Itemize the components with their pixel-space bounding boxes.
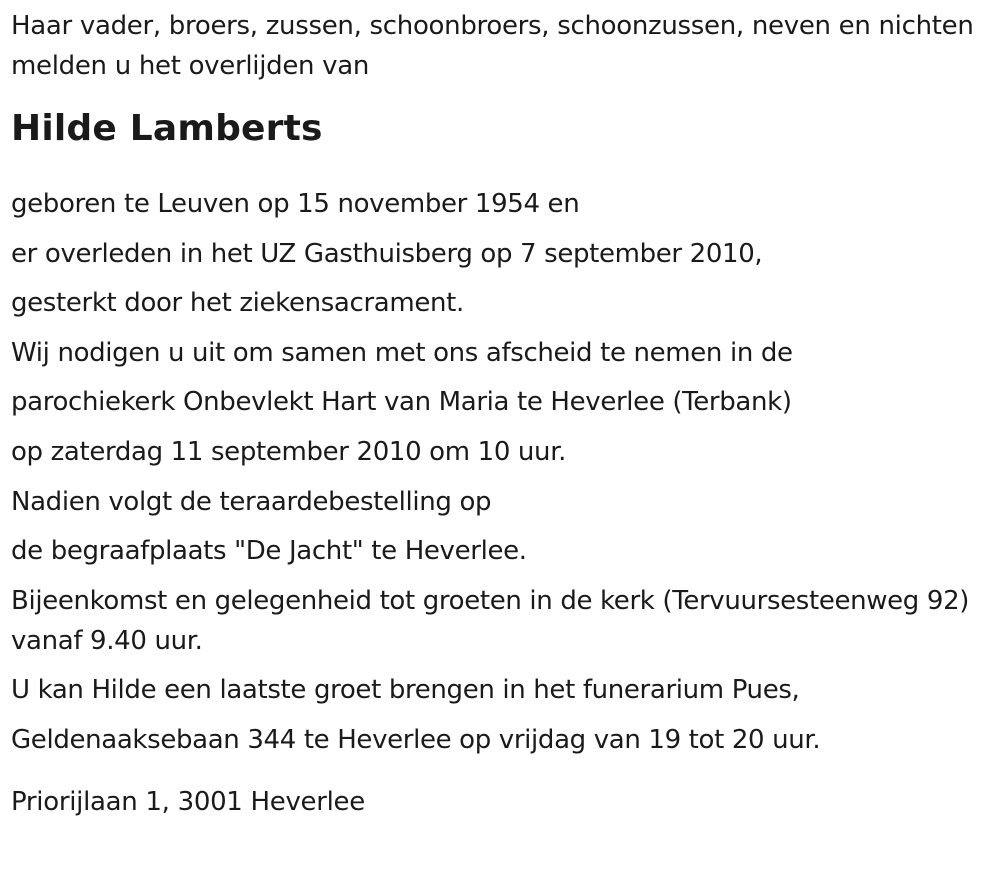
service-date-line: op zaterdag 11 september 2010 om 10 uur. bbox=[11, 436, 567, 467]
church-line: parochiekerk Onbevlekt Hart van Maria te Heverlee (Terbank) bbox=[11, 387, 792, 418]
obituary-notice bbox=[11, 0, 991, 822]
funeral-home-line: U kan Hilde een laatste groet brengen in het funerarium Pues, bbox=[11, 675, 800, 706]
birth-line: geboren te Leuven op 15 november 1954 en bbox=[11, 189, 580, 219]
intro-text: Haar vader, broers, zussen, schoonbroers, schoonzussen, neven en nichten melden u het overlijden van bbox=[11, 11, 974, 81]
invitation-line: Wij nodigen u uit om samen met ons afscheid te nemen in de bbox=[11, 337, 793, 368]
deceased-name: Hilde Lamberts bbox=[11, 108, 323, 149]
family-address: Priorijlaan 1, 3001 Heverlee bbox=[11, 786, 365, 817]
notice-body bbox=[11, 184, 991, 760]
death-line: er overleden in het UZ Gasthuisberg op 7 september 2010, bbox=[11, 238, 763, 269]
gathering-line: Bijeenkomst en gelegenheid tot groeten in de kerk (Tervuursesteenweg 92) vanaf 9.40 uur. bbox=[11, 585, 970, 656]
cemetery-line: de begraafplaats "De Jacht" te Heverlee. bbox=[11, 536, 527, 567]
sacrament-line: gesterkt door het ziekensacrament. bbox=[11, 288, 464, 319]
visitation-line: Geldenaaksebaan 344 te Heverlee op vrijdag van 19 tot 20 uur. bbox=[11, 724, 821, 755]
burial-line: Nadien volgt de teraardebestelling op bbox=[11, 486, 492, 517]
